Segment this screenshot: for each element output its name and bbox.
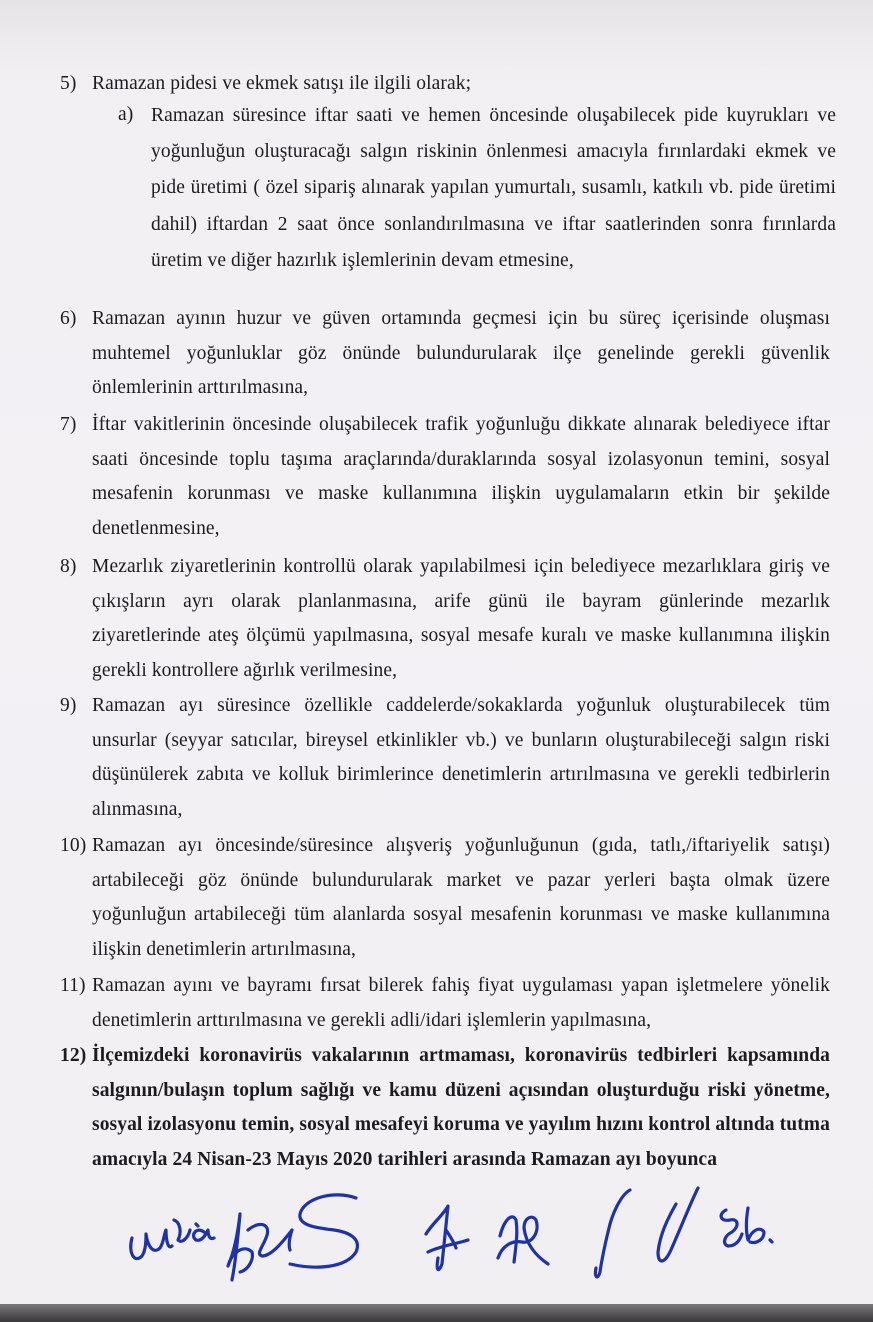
signature-6 — [595, 1190, 630, 1277]
item-text: Ramazan ayı öncesinde/süresince alışveriş yoğunluğunun (gıda, tatlı,/iftariyelik satışı) artabileceği göz önünde bulundurularak market ve pazar yerleri başta olmak üzere yoğunluğun artabileceği tüm alanlarda sosyal mesafenin korunması ve maske kullanımına ilişkin denetimlerin artırılmasına, — [92, 835, 830, 960]
signatures-row — [0, 1160, 873, 1300]
sub-item-text: Ramazan süresince iftar saati ve hemen öncesinde oluşabilecek pide kuyrukları ve yoğunluğun oluşturacağı salgın riskinin önlenmesi amacıyla fırınlardaki ekmek ve pide üretimi ( özel sipariş alınarak yapılan yumurtalı, susamlı, katkılı vb. pide üretimi dahil) iftardan 2 saat önce sonlandırılmasına ve iftar saatlerinden sonra fırınlarda üretim ve diğer hazırlık işlemlerinin devam etmesine, — [151, 105, 836, 271]
page-bottom-edge — [0, 1304, 873, 1322]
item-text: Ramazan pidesi ve ekmek satışı ile ilgili olarak; — [92, 73, 472, 94]
signature-5 — [498, 1217, 548, 1264]
item-number: 5) — [60, 73, 77, 94]
signature-1 — [131, 1220, 214, 1259]
item-number: 11) — [60, 975, 86, 996]
item-text: İftar vakitlerinin öncesinde oluşabilecek trafik yoğunluğu dikkate alınarak belediyece iftar saati öncesinde toplu taşıma araçlarında/duraklarında sosyal izolasyonun temini, sosyal mesafenin korunması ve maske kullanımına ilişkin uygulamaların etkin bir şekilde denetlenmesine, — [92, 414, 830, 539]
item-number: 12) — [60, 1045, 87, 1066]
item-text: Ramazan ayının huzur ve güven ortamında geçmesi için bu süreç içerisinde oluşması muhtemel yoğunluklar göz önünde bulundurularak ilçe genelinde gerekli güvenlik önlemlerinin arttırılmasına, — [92, 308, 830, 399]
page-shadow — [0, 0, 873, 70]
item-number: 9) — [60, 695, 77, 716]
item-number: 6) — [60, 308, 77, 329]
signature-2 — [228, 1214, 292, 1280]
signature-4 — [426, 1206, 468, 1270]
signature-7 — [658, 1188, 698, 1261]
signature-3 — [290, 1195, 357, 1267]
item-text: Mezarlık ziyaretlerinin kontrollü olarak yapılabilmesi için belediyece mezarlıklara giriş ve çıkışların ayrı olarak planlanmasına, arife günü ile bayram günlerinde mezarlık ziyaretlerinde ateş ölçümü yapılmasına, sosyal mesafe kuralı ve maske kullanımına ilişkin gerekli kontrollere ağırlık verilmesine, — [92, 556, 830, 681]
item-number: 7) — [60, 414, 77, 435]
item-text: Ramazan ayı süresince özellikle caddelerde/sokaklarda yoğunluk oluşturabilecek tüm unsurlar (seyyar satıcılar, bireysel etkinlikler vb.) ve bunların oluşturabileceği salgın riski düşünülerek zabıta ve kolluk birimlerince denetimlerin artırılmasına ve gerekli tedbirlerin alınmasına, — [92, 695, 830, 820]
signature-8 — [721, 1208, 772, 1246]
item-text: Ramazan ayını ve bayramı fırsat bilerek fahiş fiyat uygulaması yapan işletmelere yönelik denetimlerin arttırılmasına ve gerekli adli/idari işlemlerin yapılmasına, — [92, 975, 830, 1031]
item-number: 10) — [60, 835, 87, 856]
sub-item-number: a) — [118, 104, 134, 125]
item-number: 8) — [60, 556, 77, 577]
item-text: İlçemizdeki koronavirüs vakalarının artmaması, koronavirüs tedbirleri kapsamında salgının/bulaşın toplum sağlığı ve kamu düzeni açısından oluşturduğu riski yönetme, sosyal izolasyonu temin, sosyal mesafeyi koruma ve yayılım hızını kontrol altında tutma amacıyla 24 Nisan-23 Mayıs 2020 tarihleri arasında Ramazan ayı boyunca — [92, 1045, 830, 1170]
